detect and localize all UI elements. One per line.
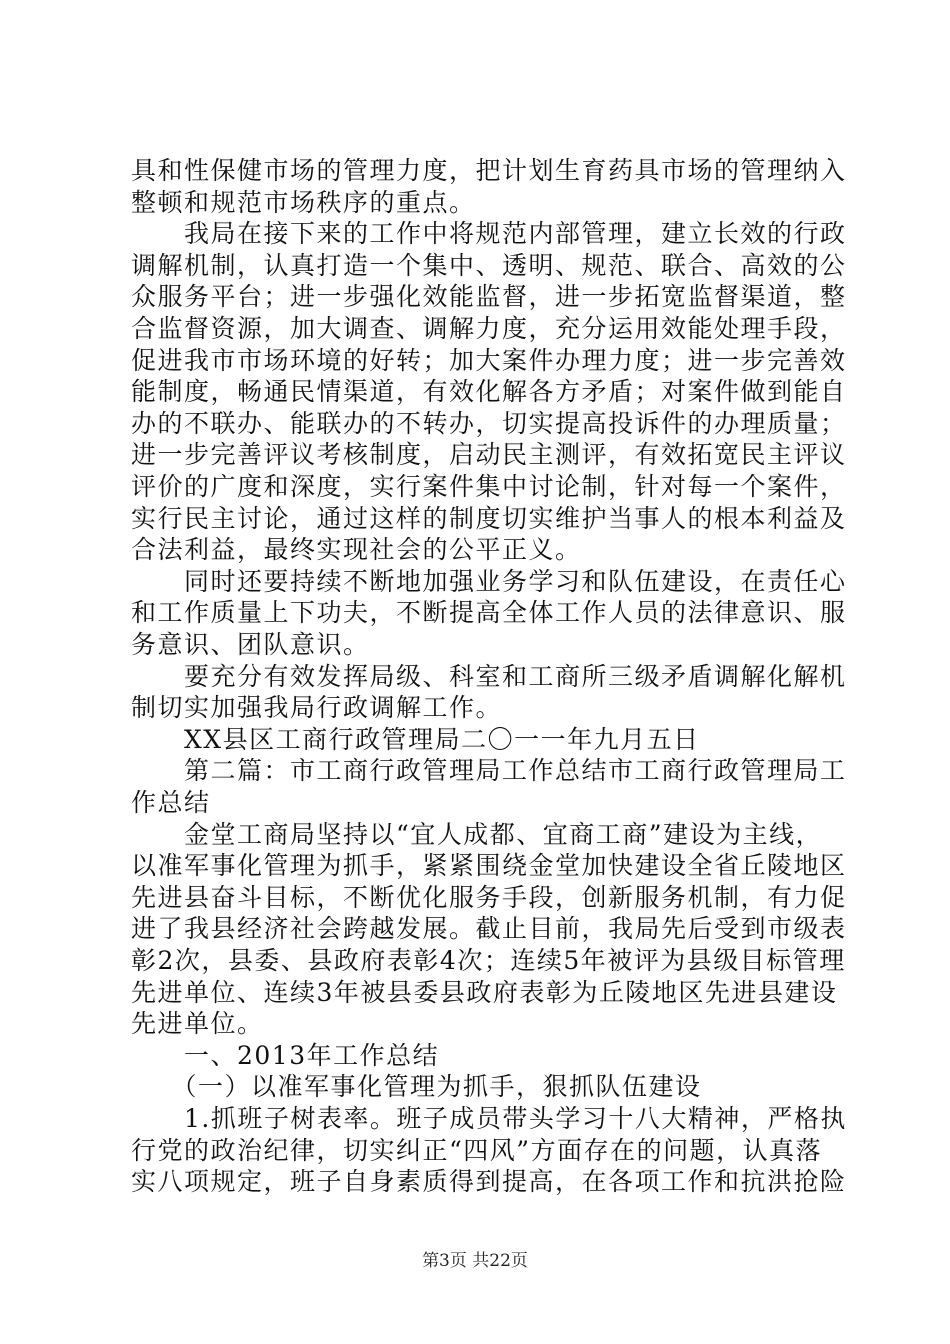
text-line: 评价的广度和深度，实行案件集中讨论制，针对每一个案件， <box>131 472 847 501</box>
text-line: 同时还要持续不断地加强业务学习和队伍建设，在责任心 <box>131 566 847 596</box>
text-line: 整顿和规范市场秩序的重点。 <box>131 187 476 217</box>
text-line: 具和性保健市场的管理力度，把计划生育药具市场的管理纳入 <box>131 156 847 185</box>
text-line: 进了我县经济社会跨越发展。截止目前，我局先后受到市级表 <box>131 914 847 944</box>
text-line: 要充分有效发挥局级、科室和工商所三级矛盾调解化解机 <box>131 661 847 691</box>
text-line: 1.抓班子树表率。班子成员带头学习十八大精神，严格执 <box>131 1104 847 1133</box>
text-line: 行党的政治纪律，切实纠正“四风”方面存在的问题，认真落 <box>131 1135 823 1165</box>
text-line: 实行民主讨论，通过这样的制度切实维护当事人的根本利益及 <box>131 503 847 533</box>
page-number-footer: 第3页 共22页 <box>422 1251 528 1271</box>
text-line: 制切实加强我局行政调解工作。 <box>131 693 503 723</box>
text-line: 先进单位、连续3年被县委县政府表彰为丘陵地区先进县建设 <box>131 977 838 1007</box>
text-line: 能制度，畅通民情渠道，有效化解各方矛盾；对案件做到能自 <box>131 377 847 407</box>
text-line: 一、2013年工作总结 <box>131 1040 440 1070</box>
text-line: 和工作质量上下功夫，不断提高全体工作人员的法律意识、服 <box>131 598 847 628</box>
text-line: 实八项规定，班子自身素质得到提高，在各项工作和抗洪抢险 <box>131 1167 847 1197</box>
text-line: XX县区工商行政管理局二〇一一年九月五日 <box>131 724 700 754</box>
text-line: 务意识、团队意识。 <box>131 630 370 659</box>
text-line: 金堂工商局坚持以“宜人成都、宜商工商”建设为主线， <box>131 819 823 849</box>
text-line: 彰2次，县委、县政府表彰4次；连续5年被评为县级目标管理 <box>131 946 846 975</box>
text-line: 办的不联办、能联办的不转办，切实提高投诉件的办理质量； <box>131 408 847 438</box>
text-line: 众服务平台；进一步强化效能监督，进一步拓宽监督渠道，整 <box>131 282 847 312</box>
text-line: 我局在接下来的工作中将规范内部管理，建立长效的行政 <box>131 219 847 249</box>
text-line: （一）以准军事化管理为抓手，狠抓队伍建设 <box>131 1072 702 1102</box>
text-line: 第二篇：市工商行政管理局工作总结市工商行政管理局工 <box>131 756 847 786</box>
text-line: 合监督资源，加大调查、调解力度，充分运用效能处理手段， <box>131 314 847 343</box>
text-line: 以准军事化管理为抓手，紧紧围绕金堂加快建设全省丘陵地区 <box>131 851 847 881</box>
text-line: 调解机制，认真打造一个集中、透明、规范、联合、高效的公 <box>131 250 847 280</box>
text-line: 先进县奋斗目标，不断优化服务手段，创新服务机制，有力促 <box>131 882 847 912</box>
text-line: 促进我市市场环境的好转；加大案件办理力度；进一步完善效 <box>131 345 847 375</box>
text-line: 作总结 <box>131 788 211 817</box>
text-line: 合法利益，最终实现社会的公平正义。 <box>131 535 582 565</box>
text-line: 先进单位。 <box>131 1009 264 1039</box>
text-line: 进一步完善评议考核制度，启动民主测评，有效拓宽民主评议 <box>131 440 847 470</box>
